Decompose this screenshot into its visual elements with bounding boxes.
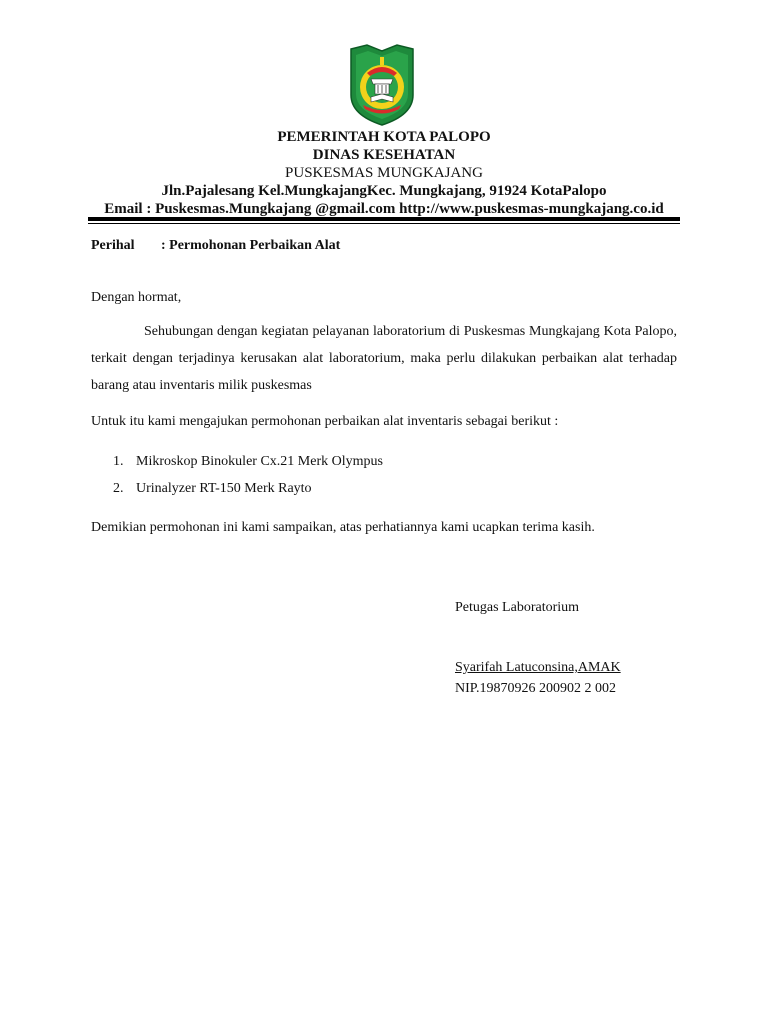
list-item-number: 1. — [113, 454, 124, 469]
greeting: Dengan hormat, — [91, 290, 182, 305]
letterhead-department: DINAS KESEHATAN — [312, 147, 456, 163]
palopo-city-emblem-icon — [347, 43, 417, 127]
closing-sentence: Demikian permohonan ini kami sampaikan, atas perhatiannya kami ucapkan terima kasih. — [91, 520, 595, 535]
list-item: Mikroskop Binokuler Cx.21 Merk Olympus — [136, 454, 383, 469]
letterhead-institution: PUSKESMAS MUNGKAJANG — [285, 165, 483, 181]
signatory-name: Syarifah Latuconsina,AMAK — [455, 660, 621, 675]
letterhead-contact: Email : Puskesmas.Mungkajang @gmail.com http://www.puskesmas-mungkajang.co.id — [104, 201, 664, 217]
letterhead-government: PEMERINTAH KOTA PALOPO — [277, 129, 491, 145]
signatory-role: Petugas Laboratorium — [455, 600, 580, 615]
letterhead-divider-thin — [88, 223, 680, 224]
list-item-number: 2. — [113, 481, 124, 496]
body-paragraph: Sehubungan dengan kegiatan pelayanan laboratorium di Puskesmas Mungkajang Kota Palopo, terkait dengan terjadinya kerusakan alat laboratorium, maka perlu dilakukan perbaikan alat terhadap barang atau inventaris milik puskesmas — [91, 324, 677, 393]
subject-value: : Permohonan Perbaikan Alat — [161, 238, 341, 253]
subject-label: Perihal — [91, 238, 135, 253]
letterhead-divider-thick — [88, 217, 680, 221]
request-sentence: Untuk itu kami mengajukan permohonan perbaikan alat inventaris sebagai berikut : — [91, 414, 559, 429]
letterhead-address: Jln.Pajalesang Kel.MungkajangKec. Mungkajang, 91924 KotaPalopo — [161, 183, 607, 199]
list-item: Urinalyzer RT-150 Merk Rayto — [136, 481, 312, 496]
signatory-nip: NIP.19870926 200902 2 002 — [455, 681, 617, 696]
